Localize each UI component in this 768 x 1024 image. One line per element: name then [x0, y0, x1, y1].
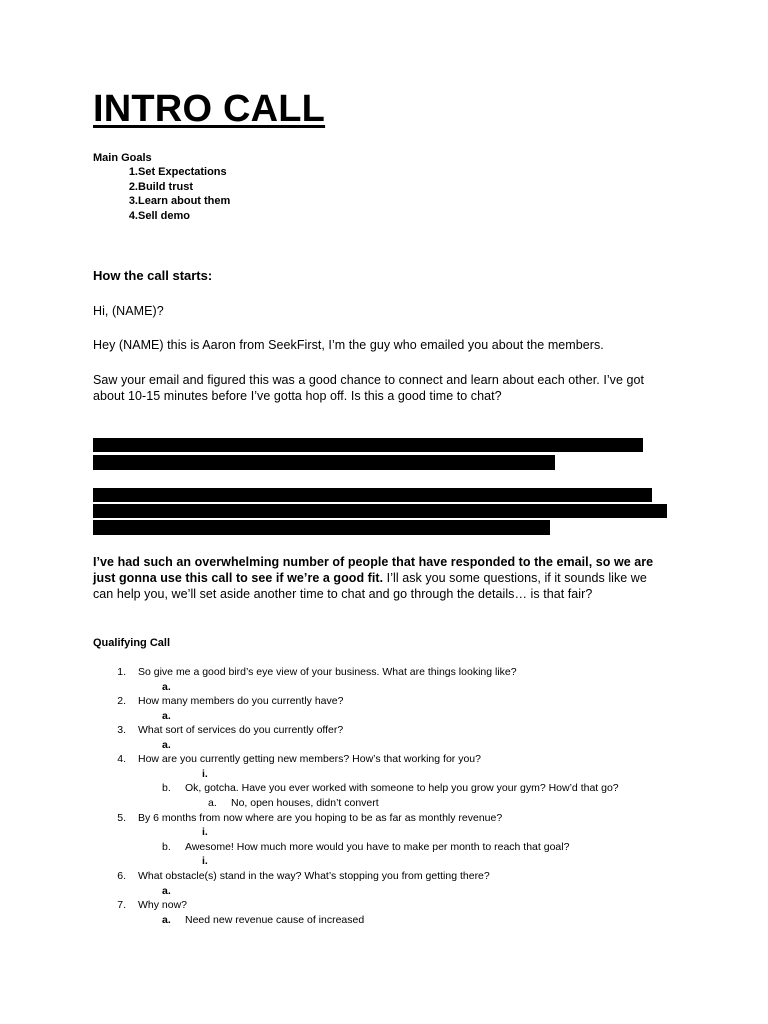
question-item	[117, 752, 481, 766]
question-text: What sort of services do you currently offer?	[138, 724, 344, 736]
question-item	[117, 898, 188, 912]
redaction-bar	[93, 438, 643, 452]
sub-item-label: a.	[162, 710, 171, 722]
redaction-bar	[93, 504, 667, 518]
question-number: 1.	[117, 666, 126, 678]
sub-item-label: b.	[162, 841, 171, 853]
goal-item	[113, 165, 227, 179]
question-text: What obstacle(s) stand in the way? What’s stopping you from getting there?	[138, 870, 490, 882]
redaction-bar	[93, 455, 555, 470]
question-item	[117, 694, 344, 708]
goal-number: 4.	[128, 210, 138, 222]
goal-text: Learn about them	[138, 195, 231, 207]
goal-item	[113, 209, 190, 223]
call-start-heading: How the call starts:	[93, 268, 213, 283]
fit-paragraph-rest: I’ll ask you some questions, if it sounds like we	[383, 571, 647, 585]
goal-number: 2.	[128, 181, 138, 193]
goal-text: Set Expectations	[138, 166, 227, 178]
sub-item-text: Ok, gotcha. Have you ever worked with someone to help you grow your gym? How’d that go?	[185, 782, 619, 794]
sub-item-text: No, open houses, didn’t convert	[231, 797, 379, 809]
redaction-bar	[93, 488, 652, 502]
question-item	[117, 723, 344, 737]
fit-paragraph-bold: just gonna use this call to see if we’re a good fit.	[93, 571, 384, 585]
main-goals-heading: Main Goals	[93, 152, 152, 164]
sub-item-label: a.	[162, 914, 171, 926]
question-text: Why now?	[138, 899, 188, 911]
question-text: So give me a good bird’s eye view of your business. What are things looking like?	[138, 666, 517, 678]
sub-item-text: Awesome! How much more would you have to make per month to reach that goal?	[185, 841, 570, 853]
question-text: How many members do you currently have?	[138, 695, 344, 707]
greeting-line: Hi, (NAME)?	[93, 304, 164, 318]
question-number: 3.	[117, 724, 126, 736]
fit-paragraph-line-3: can help you, we’ll set aside another time to chat and go through the details… is that fair?	[93, 587, 593, 601]
question-item	[117, 665, 517, 679]
fit-paragraph-line-1: I’ve had such an overwhelming number of people that have responded to the email, so we are	[93, 555, 654, 569]
goal-number: 1.	[128, 166, 138, 178]
email-line-2: about 10-15 minutes before I’ve gotta hop off. Is this a good time to chat?	[93, 389, 502, 403]
question-number: 7.	[117, 899, 126, 911]
sub-item-label: a.	[208, 797, 217, 809]
sub-item-label: a.	[162, 681, 171, 693]
question-number: 4.	[117, 753, 126, 765]
question-text: By 6 months from now where are you hoping to be as far as monthly revenue?	[138, 812, 503, 824]
sub-item-label: a.	[162, 739, 171, 751]
goal-item	[113, 180, 193, 194]
sub-item-label: a.	[162, 885, 171, 897]
qualifying-heading: Qualifying Call	[93, 637, 171, 649]
question-item	[117, 869, 490, 883]
goal-text: Sell demo	[138, 210, 190, 222]
sub-item-label: i.	[202, 855, 208, 867]
sub-item-label: b.	[162, 782, 171, 794]
sub-item-label: i.	[202, 826, 208, 838]
page-title: INTRO CALL	[93, 88, 326, 130]
redaction-bar	[93, 520, 550, 535]
goal-item	[113, 194, 231, 208]
intro-line: Hey (NAME) this is Aaron from SeekFirst, I’m the guy who emailed you about the members.	[93, 338, 604, 352]
goal-text: Build trust	[138, 181, 193, 193]
question-text: How are you currently getting new members? How’s that working for you?	[138, 753, 481, 765]
fit-paragraph-line-2	[93, 571, 647, 587]
email-line-1: Saw your email and figured this was a good chance to connect and learn about each other. I’ve got	[93, 373, 645, 387]
question-number: 6.	[117, 870, 126, 882]
sub-item-text: Need new revenue cause of increased	[185, 914, 365, 926]
goal-number: 3.	[128, 195, 138, 207]
sub-item-label: i.	[202, 768, 208, 780]
question-item	[117, 811, 503, 825]
question-number: 2.	[117, 695, 126, 707]
question-number: 5.	[117, 812, 126, 824]
